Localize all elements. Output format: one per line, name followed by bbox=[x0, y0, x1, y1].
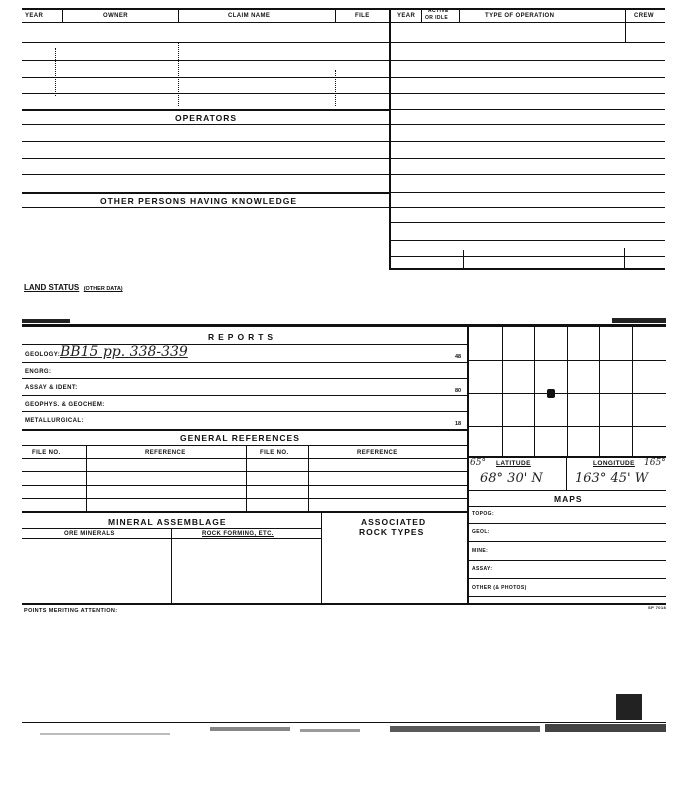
row-line bbox=[22, 485, 468, 486]
grid-line bbox=[468, 506, 666, 507]
row-line bbox=[22, 207, 389, 208]
row-number: 48 bbox=[455, 354, 462, 360]
row-line bbox=[22, 429, 468, 431]
col-file: FILE bbox=[355, 13, 370, 19]
center-divider bbox=[389, 8, 391, 270]
col-file-no: FILE NO. bbox=[260, 450, 289, 456]
section-rule bbox=[22, 324, 666, 327]
row-line bbox=[389, 158, 665, 159]
reports-heading: REPORTS bbox=[208, 332, 278, 342]
grid-line bbox=[468, 596, 666, 597]
mineral-assemblage-heading: MINERAL ASSEMBLAGE bbox=[108, 517, 227, 527]
divider bbox=[86, 445, 87, 512]
row-line bbox=[22, 498, 468, 499]
row-line bbox=[22, 77, 389, 78]
top-border bbox=[22, 8, 665, 10]
col-ore-minerals: ORE MINERALS bbox=[64, 531, 115, 537]
row-line bbox=[22, 141, 389, 142]
col-crew: CREW bbox=[634, 13, 654, 19]
col-type-of-operation: TYPE OF OPERATION bbox=[485, 13, 555, 19]
row-line bbox=[389, 174, 665, 175]
divider bbox=[321, 511, 322, 604]
grid-line bbox=[599, 326, 600, 456]
col-file-no: FILE NO. bbox=[32, 450, 61, 456]
row-line bbox=[389, 109, 665, 110]
grid-line bbox=[468, 490, 666, 491]
maps-assay: ASSAY: bbox=[472, 566, 493, 572]
col-year-right: YEAR bbox=[397, 13, 416, 19]
divider bbox=[171, 528, 172, 604]
row-line bbox=[22, 124, 389, 125]
divider bbox=[624, 248, 625, 268]
scan-smudge bbox=[612, 318, 666, 323]
row-line bbox=[22, 93, 389, 94]
divider bbox=[566, 456, 567, 490]
general-references-heading: GENERAL REFERENCES bbox=[180, 433, 300, 443]
reports-right-border bbox=[467, 326, 469, 604]
scan-smudge bbox=[545, 724, 666, 732]
row-line bbox=[389, 60, 665, 61]
divider bbox=[335, 8, 336, 22]
row-line bbox=[389, 93, 665, 94]
grid-line bbox=[567, 326, 568, 456]
faint-divider bbox=[178, 42, 179, 106]
grid-line bbox=[468, 360, 666, 361]
longitude-label: LONGITUDE bbox=[593, 460, 635, 467]
scan-smudge bbox=[210, 727, 290, 731]
scan-line bbox=[22, 722, 666, 723]
col-claim-name: CLAIM NAME bbox=[228, 13, 271, 19]
col-active-idle-line1: ACTIVE bbox=[428, 8, 449, 14]
row-line bbox=[389, 77, 665, 78]
grid-line bbox=[468, 541, 666, 542]
grid-line bbox=[534, 326, 535, 456]
bottom-rule bbox=[22, 603, 666, 605]
land-status-title: LAND STATUS bbox=[24, 283, 80, 292]
geology-value: BB15 pp. 338-339 bbox=[60, 344, 188, 360]
divider bbox=[246, 445, 247, 512]
land-status-sub: (OTHER DATA) bbox=[83, 286, 123, 292]
grid-line bbox=[468, 456, 666, 458]
col-reference: REFERENCE bbox=[357, 450, 398, 456]
faint-divider bbox=[335, 70, 336, 106]
latitude-value: 68° 30' N bbox=[480, 471, 543, 486]
row-line bbox=[389, 42, 665, 43]
divider bbox=[421, 8, 422, 22]
col-year: YEAR bbox=[25, 13, 44, 19]
form-id: SP 7018 bbox=[648, 605, 667, 610]
row-line bbox=[22, 362, 468, 363]
row-line bbox=[22, 471, 468, 472]
grid-line bbox=[502, 326, 503, 456]
maps-geol: GEOL: bbox=[472, 529, 490, 535]
faint-divider bbox=[55, 48, 56, 96]
col-owner: OWNER bbox=[103, 13, 128, 19]
grid-line bbox=[468, 426, 666, 427]
longitude-value: 163° 45' W bbox=[575, 471, 649, 486]
grid-line bbox=[468, 523, 666, 524]
maps-topog: TOPOG: bbox=[472, 511, 495, 517]
col-rock-forming: ROCK FORMING, ETC. bbox=[202, 531, 274, 537]
scan-artifact bbox=[616, 694, 642, 720]
scan-smudge bbox=[40, 733, 170, 735]
engrg-label: ENGRG: bbox=[25, 369, 52, 375]
maps-heading: MAPS bbox=[554, 494, 583, 504]
row-line bbox=[389, 192, 665, 193]
longitude-note: 165° bbox=[644, 458, 666, 468]
grid-line bbox=[468, 578, 666, 579]
row-line bbox=[389, 124, 665, 125]
row-line bbox=[22, 192, 389, 194]
divider bbox=[459, 8, 460, 22]
row-line bbox=[22, 445, 468, 446]
row-line bbox=[22, 458, 468, 459]
row-line bbox=[22, 109, 389, 111]
geology-label: GEOLOGY: bbox=[25, 352, 61, 358]
row-line bbox=[389, 268, 665, 270]
geophys-geochem-label: GEOPHYS. & GEOCHEM: bbox=[25, 402, 105, 408]
scan-smudge bbox=[300, 729, 360, 732]
row-line bbox=[22, 42, 389, 43]
associated-rock-types-line2: ROCK TYPES bbox=[359, 527, 425, 537]
col-active-idle-line2: OR IDLE bbox=[425, 15, 449, 21]
divider bbox=[463, 250, 464, 268]
divider bbox=[625, 8, 626, 42]
row-line bbox=[22, 158, 389, 159]
latitude-label: LATITUDE bbox=[496, 460, 531, 467]
operators-heading: OPERATORS bbox=[175, 113, 238, 123]
maps-mine: MINE: bbox=[472, 548, 489, 554]
row-line bbox=[389, 240, 665, 241]
grid-line bbox=[468, 393, 666, 394]
row-line bbox=[22, 411, 468, 412]
assay-ident-label: ASSAY & IDENT: bbox=[25, 385, 78, 391]
latitude-note: 65° bbox=[470, 458, 486, 468]
scan-smudge bbox=[390, 726, 540, 732]
header-bottom-border bbox=[22, 22, 665, 23]
divider bbox=[62, 8, 63, 22]
location-marker bbox=[547, 389, 555, 398]
metallurgical-label: METALLURGICAL: bbox=[25, 418, 84, 424]
row-line bbox=[389, 222, 665, 223]
row-line bbox=[22, 60, 389, 61]
land-status-label bbox=[24, 277, 123, 295]
row-line bbox=[22, 395, 468, 396]
row-line bbox=[389, 141, 665, 142]
row-line bbox=[22, 378, 468, 379]
row-number: 80 bbox=[455, 388, 462, 394]
grid-line bbox=[632, 326, 633, 456]
grid-line bbox=[468, 560, 666, 561]
divider bbox=[178, 8, 179, 22]
points-meriting-attention: POINTS MERITING ATTENTION: bbox=[24, 608, 118, 614]
maps-other-photos: OTHER (& PHOTOS) bbox=[472, 585, 527, 591]
row-line bbox=[22, 511, 468, 513]
scan-smudge bbox=[22, 319, 70, 323]
associated-rock-types-line1: ASSOCIATED bbox=[361, 517, 427, 527]
row-number: 18 bbox=[455, 421, 462, 427]
divider bbox=[308, 445, 309, 512]
col-reference: REFERENCE bbox=[145, 450, 186, 456]
other-persons-heading: OTHER PERSONS HAVING KNOWLEDGE bbox=[100, 196, 298, 206]
row-line bbox=[22, 174, 389, 175]
row-line bbox=[389, 207, 665, 208]
